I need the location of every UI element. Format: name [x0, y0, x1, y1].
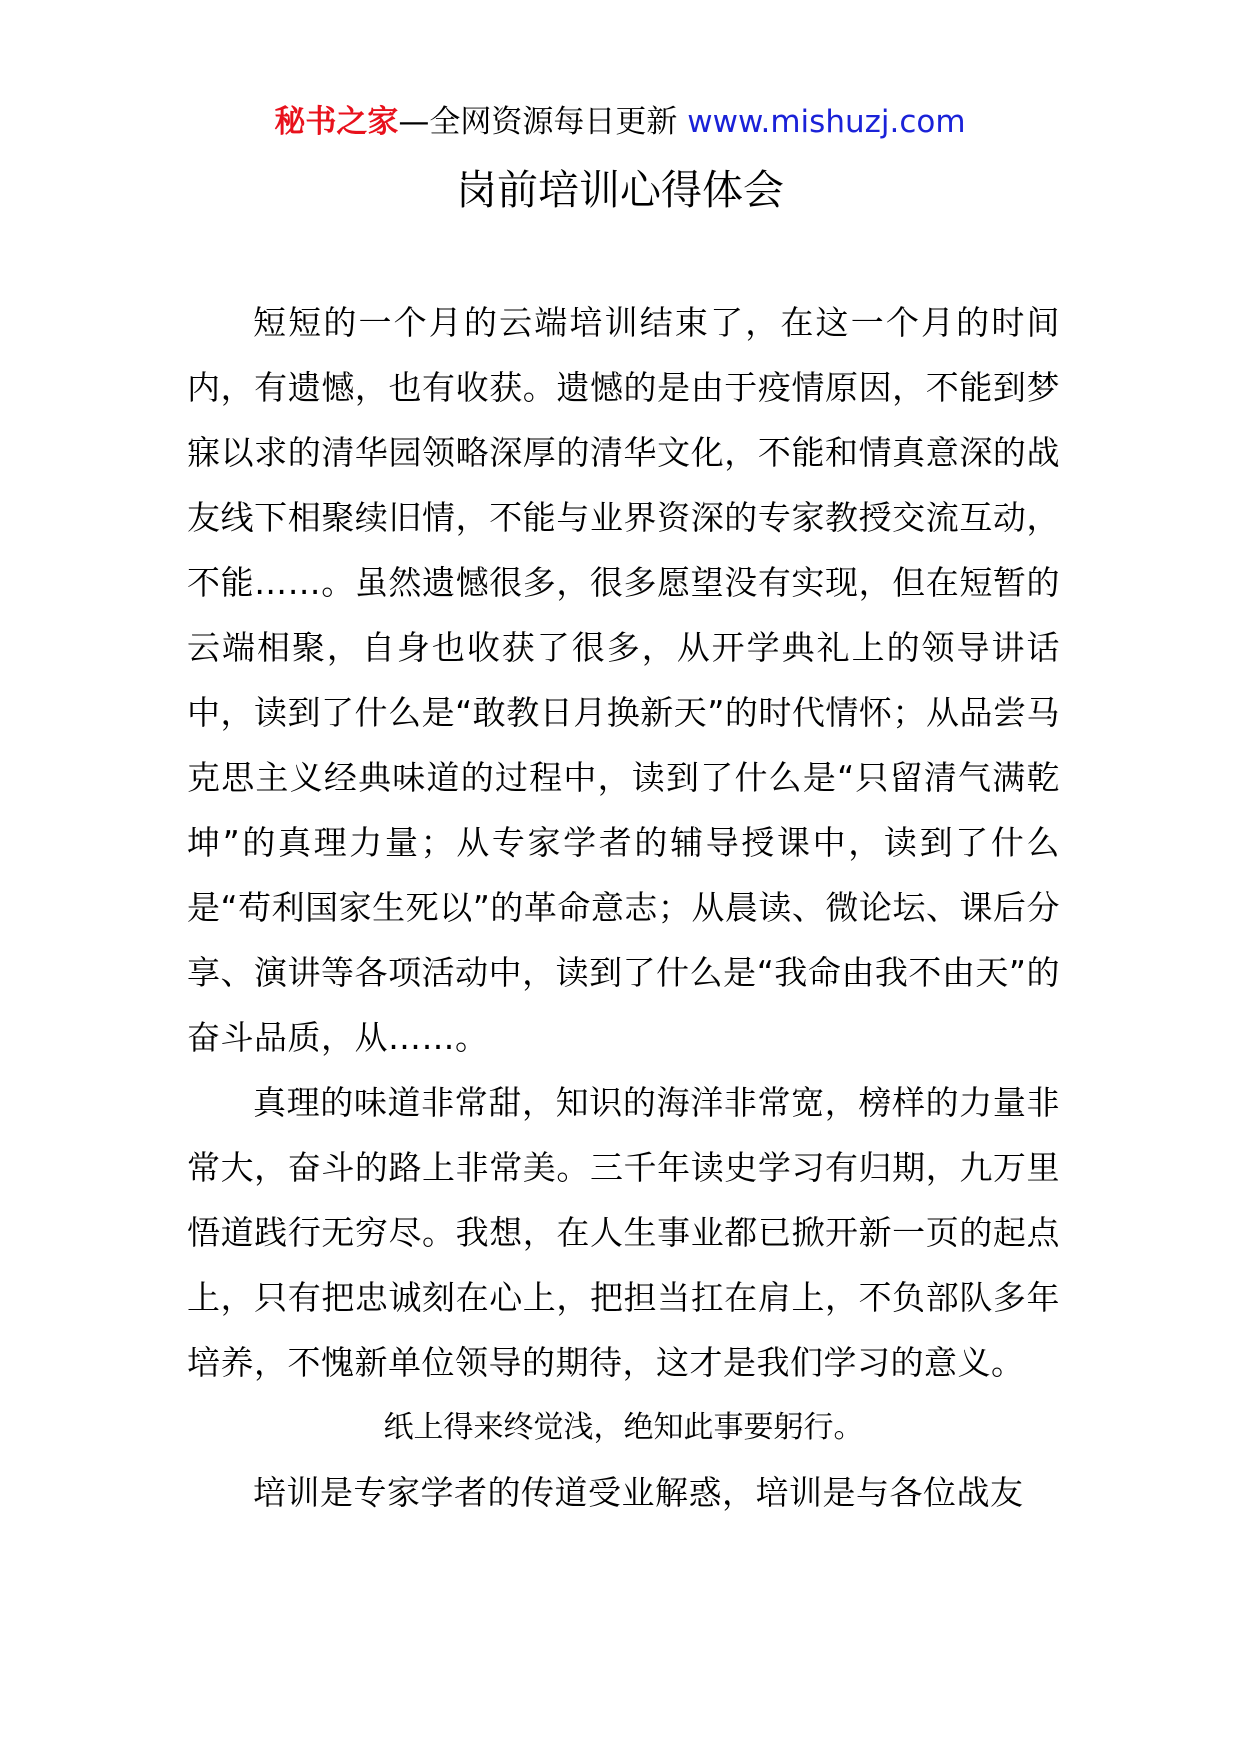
document-body	[187, 290, 1060, 1525]
document-title: 岗前培训心得体会	[456, 166, 784, 214]
paragraph-3: 培训是专家学者的传道受业解惑，培训是与各位战友	[253, 1473, 1024, 1512]
site-header	[0, 100, 1240, 144]
site-brand: 秘书之家	[274, 104, 399, 140]
quoted-verse: 纸上得来终觉浅，绝知此事要躬行。	[383, 1410, 864, 1445]
site-url-link[interactable]: www.mishuzj.com	[687, 104, 966, 140]
site-tagline: —全网资源每日更新	[398, 104, 678, 140]
paragraph-2: 真理的味道非常甜，知识的海洋非常宽，榜样的力量非常大，奋斗的路上非常美。三千年读史学习有归期，九万里悟道践行无穷尽。我想，在人生事业都已掀开新一页的起点上，只有把忠诚刻在心上，把担当扛在肩上，不负部队多年培养，不愧新单位领导的期待，这才是我们学习的意义。	[187, 1083, 1060, 1382]
paragraph-1: 短短的一个月的云端培训结束了，在这一个月的时间内，有遗憾，也有收获。遗憾的是由于疫情原因，不能到梦寐以求的清华园领略深厚的清华文化，不能和情真意深的战友线下相聚续旧情，不能与业界资深的专家教授交流互动，不能……。虽然遗憾很多，很多愿望没有实现，但在短暂的云端相聚，自身也收获了很多，从开学典礼上的领导讲话中，读到了什么是“敢教日月换新天”的时代情怀；从品尝马克思主义经典味道的过程中，读到了什么是“只留清气满乾坤”的真理力量；从专家学者的辅导授课中，读到了什么是“苟利国家生死以”的革命意志；从晨读、微论坛、课后分享、演讲等各项活动中，读到了什么是“我命由我不由天”的奋斗品质，从……。	[187, 303, 1060, 1057]
